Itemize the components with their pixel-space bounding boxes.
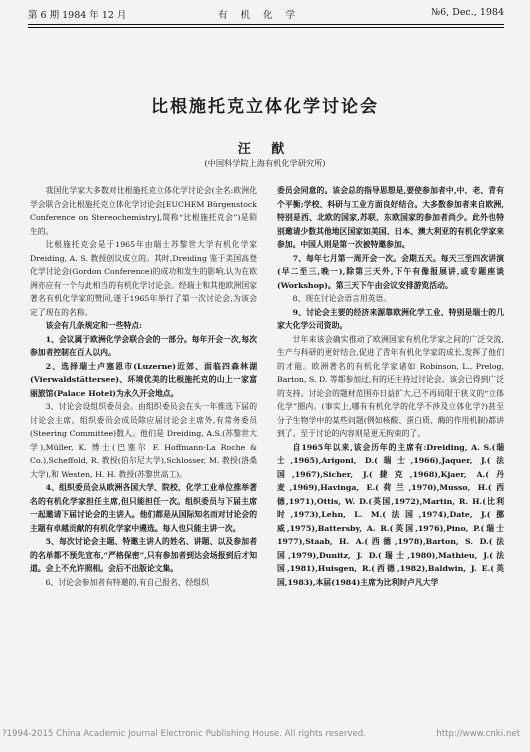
numbered-item: 2、选择瑞士卢塞恩市(Luzerne)近郊、面临四森林湖(Vierwaldstättersee)、环境优美的比根施托克的山上一家富丽旅馆(Palace Hotel)为永久开会地点。 — [30, 361, 257, 398]
paragraph: 自1965年以来,该会历年的主席有:Dreiding, A. S.(瑞士,1965),Arigoni, D.(瑞士,1966),Jaquer, J.(法国,1967),Sicher, J.(捷克,1968),Kjaer, A.(丹麦,1969),Havinga, E.(荷兰,1970),Musso, H.(西德,1971),Ottis, W. D.(英国,1972),Martin, R. H.(比利时,1973),Lehn, L. M.(法国,1974),Date, J.(挪威,1975),Battersby, A. R.(英国,1976),Pino, P.(瑞士1977),Staab, H. A.(西德,1978),Barton, S. D.(法国,1979),Dunitz, J. D.(瑞士,1980),Mathieu, J.(法国,1981),Huisgen, R.(西德,1982),Baldwin, J. E.(英国,1983),本届(1984)主席为比利时卢凡大学 — [277, 442, 504, 587]
footer-copyright: ?1994-2015 China Academic Journal Electronic Publishing House. All rights reserved. — [2, 729, 366, 739]
paragraph: 廿年来该会确实推动了欧洲国家有机化学家之间的广泛交流,生产与科研的更好结合,促进了青年有机化学家的成长,发挥了他们的才能。欧洲著名的有机化学家诸如 Robinson, L., Prelog, Barton, S. D. 等都参加过,有的还主持过讨论会。该会已得到广泛的支持。讨论会的题材范围亦日益扩大,已不再局限于狭义的“立体化学”圈内。(事实上,哪有有机化学的化学不涉及立体化学?)甚至分子生物学中的某些问题(例如核酸、蛋白质、酶的作用机制)都讲到了。至于讨论的内容则是更无拘束的了。 — [277, 334, 504, 438]
numbered-item: 3、讨论会设组织委员会。由组织委员会在头一年推选下届的讨论会主席。组织委员会成员除应届讨论会主席外,有常务委员(Steering Committee)数人。他们是 Dreiding, A.S.(苏黎世大学),Müller, K. 博士(巴塞尔 F. Hoffmann-La Roche & Co.),Scheffold, R. 教授(伯尔尼大学),Schlosser, M. 教授(洛桑大学),和 Westen, H. H. 教授(苏黎世高工)。 — [30, 402, 257, 479]
paragraph: 我国化学家大多数对比根施托克立体化学讨论会(全名:欧洲化学会联合会比根施托克立体化学讨论会[EUCHEM Bürgenstock Conference on Stereochemistry],简称“比根施托克会”)是陌生的。 — [30, 186, 257, 236]
header-journal: 有机化学 — [218, 10, 309, 21]
header-issue-en: №6, Dec., 1984 — [431, 7, 504, 18]
article-title: 比根施托克立体化学讨论会 — [151, 97, 379, 117]
header-issue: 第 6 期 1984 年 12 月 — [28, 10, 127, 21]
left-column — [30, 184, 257, 712]
paragraph: 委员会同意的。该会总的指导思想是,要使参加者中,中、老、青有个平衡;学校、科研与工业方面良好结合。大多数参加者来自欧洲,特别是西、北欧的国家,苏联、东欧国家的参加者尚少。此外也特别邀请少数其他地区国家如美国、日本、澳大利亚的有机化学家来参加。中国人则是第一次被特邀参加。 — [277, 186, 504, 249]
running-header — [28, 7, 504, 23]
header-rule-top — [28, 24, 504, 25]
author-affiliation: (中国科学院上海有机化学研究所) — [204, 158, 326, 168]
numbered-item: 1、会议属于欧洲化学会联合会的一部分。每年开会一次,每次参加者控制在百人以内。 — [30, 334, 257, 357]
paragraph: 该会有几条规定和一些特点: — [45, 321, 143, 330]
author-name: 汪 猷 — [237, 142, 293, 157]
header-rule-bottom — [28, 27, 504, 28]
numbered-item: 7、每年七月第一周开会一次。会期五天。每天三至四次讲演(早二至三,晚一),除第三天外,下午有像报展讲,或专题座谈(Workshop)。第三天下午由会议安排游览活动。 — [277, 253, 504, 290]
numbered-item: 4、组织委员会从欧洲各国大学、院校、化学工业单位推举著名的有机化学家担任主席,但只能担任一次。组织委员与下届主席一起邀请下届讨论会的主讲人。他们都是从国际知名而对讨论会的主题有卓越贡献的有机化学家中遴选。每人也只能主讲一次。 — [30, 483, 257, 533]
footer — [2, 729, 528, 739]
right-column — [277, 184, 504, 712]
numbered-item: 6、讨论会参加者有特邀的,有自己报名、经组织 — [45, 577, 209, 587]
numbered-item: 5、每次讨论会主题、特邀主讲人的姓名、讲题、以及参加者的名单都不预先宣布,“严格保密”,只有参加者到达会场报到后才知道。会上不允许照相。会后不出版论文集。 — [30, 537, 257, 573]
paragraph: 比根施托克会是于1965年由瑞士苏黎世大学有机化学家 Dreiding, A. S. 教授创议成立的。其时,Dreiding 鉴于美国高登化学讨论会(Gordon Conference)的成功和发生的影响,认为在欧洲亦应有一个与此相当的有机化学讨论会。经瑞士和其他欧洲国家著名有机化学家的赞同,遂于1965年举行了第一次讨论会,为该会定了现在的名称。 — [30, 240, 257, 317]
numbered-item: 8、现在讨论会语言用英语。 — [292, 294, 392, 303]
footer-url: http://www.cnki.net — [436, 729, 520, 739]
numbered-item: 9、讨论会主要的经济来源靠欧洲化学工业、特别是瑞士的几家大化学公司资助。 — [277, 307, 504, 330]
